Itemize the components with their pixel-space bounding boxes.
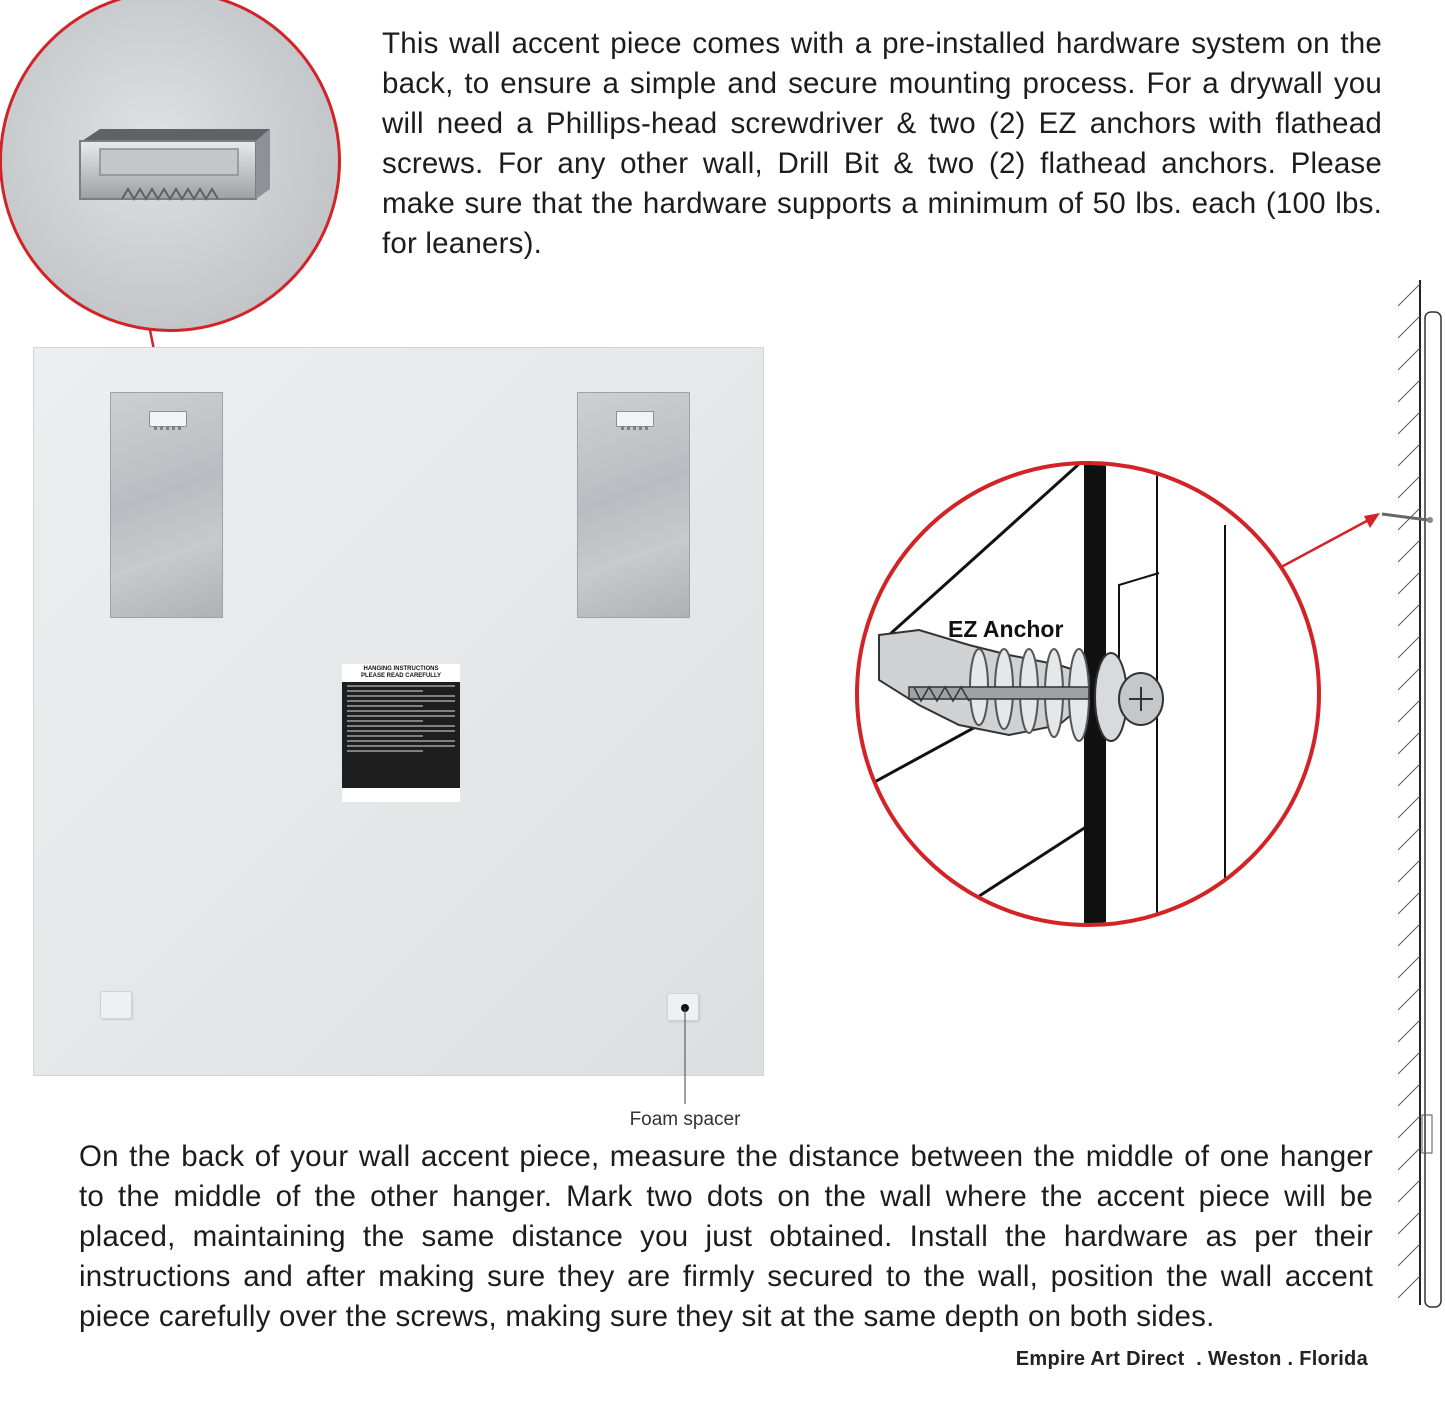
ez-anchor-illustration — [859, 465, 1321, 927]
mounting-instructions-paragraph: On the back of your wall accent piece, measure the distance between the middle of one hanger to the middle of the other hanger. Mark two dots on the wall where the accent piece will be placed, maintaining the same distance you just obtained. Install the hardware as per their instructions and after making sure they are firmly secured to the wall, position the wall accent piece carefully over the screws, making sure they sit at the same depth on both sides. — [79, 1140, 1373, 1333]
ez-anchor-label: EZ Anchor — [948, 616, 1064, 642]
ez-anchor-zoom-circle — [855, 461, 1321, 927]
brand-footer: Empire Art Direct . Weston . Florida — [1015, 1348, 1368, 1370]
foam-spacer-label: Foam spacer — [629, 1109, 741, 1130]
intro-paragraph: This wall accent piece comes with a pre-installed hardware system on the back, to ensure a simple and secure mounting process. For a drywall you will need a Phillips-head screwdriver & two (2) EZ anchors with flathead screws. For any other wall, Drill Bit & two (2) flathead anchors. Please make sure that the hardware supports a minimum of 50 lbs. each (100 lbs. for leaners). — [382, 27, 1382, 260]
label-title: HANGING INSTRUCTIONS PLEASE READ CAREFULLY — [342, 664, 460, 682]
